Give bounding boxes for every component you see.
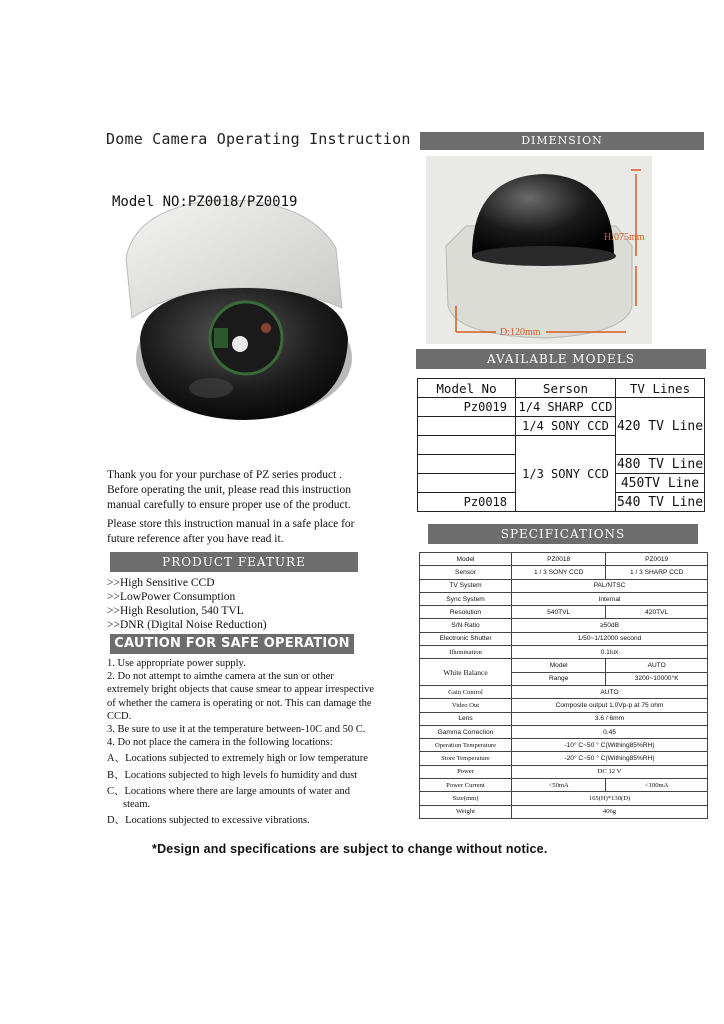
table-row (420, 553, 708, 566)
table-row (420, 632, 708, 645)
spec-value: 1/50~1/12000 second (512, 632, 708, 645)
table-row (420, 739, 708, 752)
table-cell (418, 436, 516, 455)
caution-item: 4. Do not place the camera in the following locations: (107, 737, 333, 749)
table-row (420, 646, 708, 659)
table-cell (418, 474, 516, 493)
spec-label: Video Out (420, 699, 512, 712)
spec-value: 165(H)*130(D) (512, 792, 708, 805)
spec-label: Store Temperature (420, 752, 512, 765)
caution-item: C、Locations where there are large amounts of water and (107, 785, 350, 797)
table-row (420, 699, 708, 712)
table-cell: 420 TV Line (616, 398, 705, 455)
spec-value: 0.1lux (512, 646, 708, 659)
model-number: Model NO:PZ0018/PZ0019 (112, 194, 298, 210)
intro-paragraph: Please store this instruction manual in a safe place for future reference after you have read it. (107, 518, 355, 545)
caution-list (107, 657, 375, 827)
spec-value: 406g (512, 805, 708, 818)
table-row (420, 606, 708, 619)
product-feature-heading: PRODUCT FEATURE (110, 552, 358, 572)
table-cell (418, 417, 516, 436)
table-row (418, 379, 705, 398)
table-cell: 540 TV Line (616, 494, 704, 510)
intro-paragraph: Thank you for your purchase of PZ series product . Before operating the unit, please read this instruction manual carefully to ensure proper use of the product. (107, 469, 351, 511)
spec-label: Power Current (420, 779, 512, 792)
caution-item: steam. (123, 799, 151, 811)
caution-item: B、Locations subjected to high levels fo humidity and dust (107, 769, 358, 781)
table-cell: 1/4 SONY CCD (516, 417, 616, 436)
spec-value: AUTO (606, 659, 708, 672)
spec-label: TV System (420, 579, 512, 592)
intro-text (107, 468, 369, 551)
spec-value: Range (512, 672, 606, 685)
spec-value: Composite output 1.0Vp-p at 75 ohm (512, 699, 708, 712)
table-row (420, 779, 708, 792)
footer-disclaimer: *Design and specifications are subject to change without notice. (152, 842, 548, 856)
table-row (420, 685, 708, 698)
document-title: Dome Camera Operating Instruction (106, 130, 411, 148)
spec-label: Illumination (420, 646, 512, 659)
table-row (420, 619, 708, 632)
table-cell: 1/4 SHARP CCD (516, 398, 616, 417)
spec-value: DC 12 V (512, 765, 708, 778)
spec-value: 3.6 / 6mm (512, 712, 708, 725)
specifications-table (419, 552, 708, 819)
table-row (420, 659, 708, 672)
caution-item: 1. Use appropriate power supply. (107, 658, 246, 669)
spec-label: Gain Control (420, 685, 512, 698)
dimension-width-label: D:120mm (500, 327, 541, 338)
feature-item: >>High Resolution, 540 TVL (107, 605, 244, 617)
feature-item: >>LowPower Consumption (107, 591, 236, 603)
spec-label: Sync System (420, 592, 512, 605)
spec-value: 540TVL (512, 606, 606, 619)
spec-value: PZ0018 (512, 553, 606, 566)
spec-label: Electronic Shutter (420, 632, 512, 645)
spec-value: 420TVL (606, 606, 708, 619)
dimension-photo (426, 156, 652, 344)
available-models-heading: AVAILABLE MODELS (416, 349, 706, 369)
table-row (420, 712, 708, 725)
spec-label: White Balance (420, 659, 512, 686)
table-row (420, 592, 708, 605)
table-row (420, 725, 708, 738)
spec-label: Weight (420, 805, 512, 818)
caution-heading: CAUTION FOR SAFE OPERATION (110, 634, 354, 654)
table-cell: Pz0019 (418, 398, 516, 417)
spec-label: Gamma Correction (420, 725, 512, 738)
table-row (420, 805, 708, 818)
spec-value: -10° C~50 ° C(Withing85%RH) (512, 739, 708, 752)
table-header: TV Lines (616, 379, 705, 398)
spec-value: -20° C~50 ° C(Withing85%RH) (512, 752, 708, 765)
table-cell (418, 455, 516, 474)
table-cell: 1/3 SONY CCD (516, 436, 616, 512)
table-cell: 480 TV Line (616, 456, 704, 472)
table-header: Model No (418, 379, 516, 398)
table-row (420, 752, 708, 765)
table-row (420, 792, 708, 805)
feature-item: >>High Sensitive CCD (107, 577, 215, 589)
table-cell: Pz0018 (418, 493, 516, 512)
spec-value: AUTO (512, 685, 708, 698)
spec-value: <100mA (606, 779, 708, 792)
table-row (420, 579, 708, 592)
caution-item: D、Locations subjected to excessive vibrations. (107, 815, 310, 827)
spec-label: Operation Temperature (420, 739, 512, 752)
dimension-height-label: H:075mm (604, 232, 645, 243)
caution-item: 2. Do not attempt to aimthe camera at the sun or other extremely bright objects that cause smear to appear irrespective of whether the camera is operating or not. This can damage the CCD. (107, 671, 375, 722)
caution-item: A、Locations subjected to extremely high or low temperature (107, 753, 368, 765)
caution-item: 3. Be sure to use it at the temperature between-10C and 50 C. (107, 724, 366, 736)
spec-value: PAL/NTSC (512, 579, 708, 592)
spec-label: Resolution (420, 606, 512, 619)
spec-label: Sensor (420, 566, 512, 579)
dome-camera-photo (96, 188, 378, 428)
spec-value: <50mA (512, 779, 606, 792)
table-header: Serson (516, 379, 616, 398)
table-cell: 450TV Line (616, 474, 705, 493)
table-row (420, 765, 708, 778)
spec-value: 0.45 (512, 725, 708, 738)
spec-label: Lens (420, 712, 512, 725)
spec-value: Model (512, 659, 606, 672)
feature-list (107, 576, 267, 632)
spec-value: 1 / 3 SHARP CCD (606, 566, 708, 579)
spec-label: Power (420, 765, 512, 778)
spec-label: Model (420, 553, 512, 566)
specifications-heading: SPECIFICATIONS (428, 524, 698, 544)
spec-value: Internal (512, 592, 708, 605)
table-row (420, 566, 708, 579)
spec-value: PZ0019 (606, 553, 708, 566)
feature-item: >>DNR (Digital Noise Reduction) (107, 619, 267, 631)
spec-label: Size(mm) (420, 792, 512, 805)
available-models-table (417, 378, 705, 512)
table-row (418, 398, 705, 417)
dimension-heading: DIMENSION (420, 132, 704, 150)
spec-value: 1 / 3 SONY CCD (512, 566, 606, 579)
spec-label: S/N Ratio (420, 619, 512, 632)
spec-value: ≥50dB (512, 619, 708, 632)
spec-value: 3200~10000°K (606, 672, 708, 685)
